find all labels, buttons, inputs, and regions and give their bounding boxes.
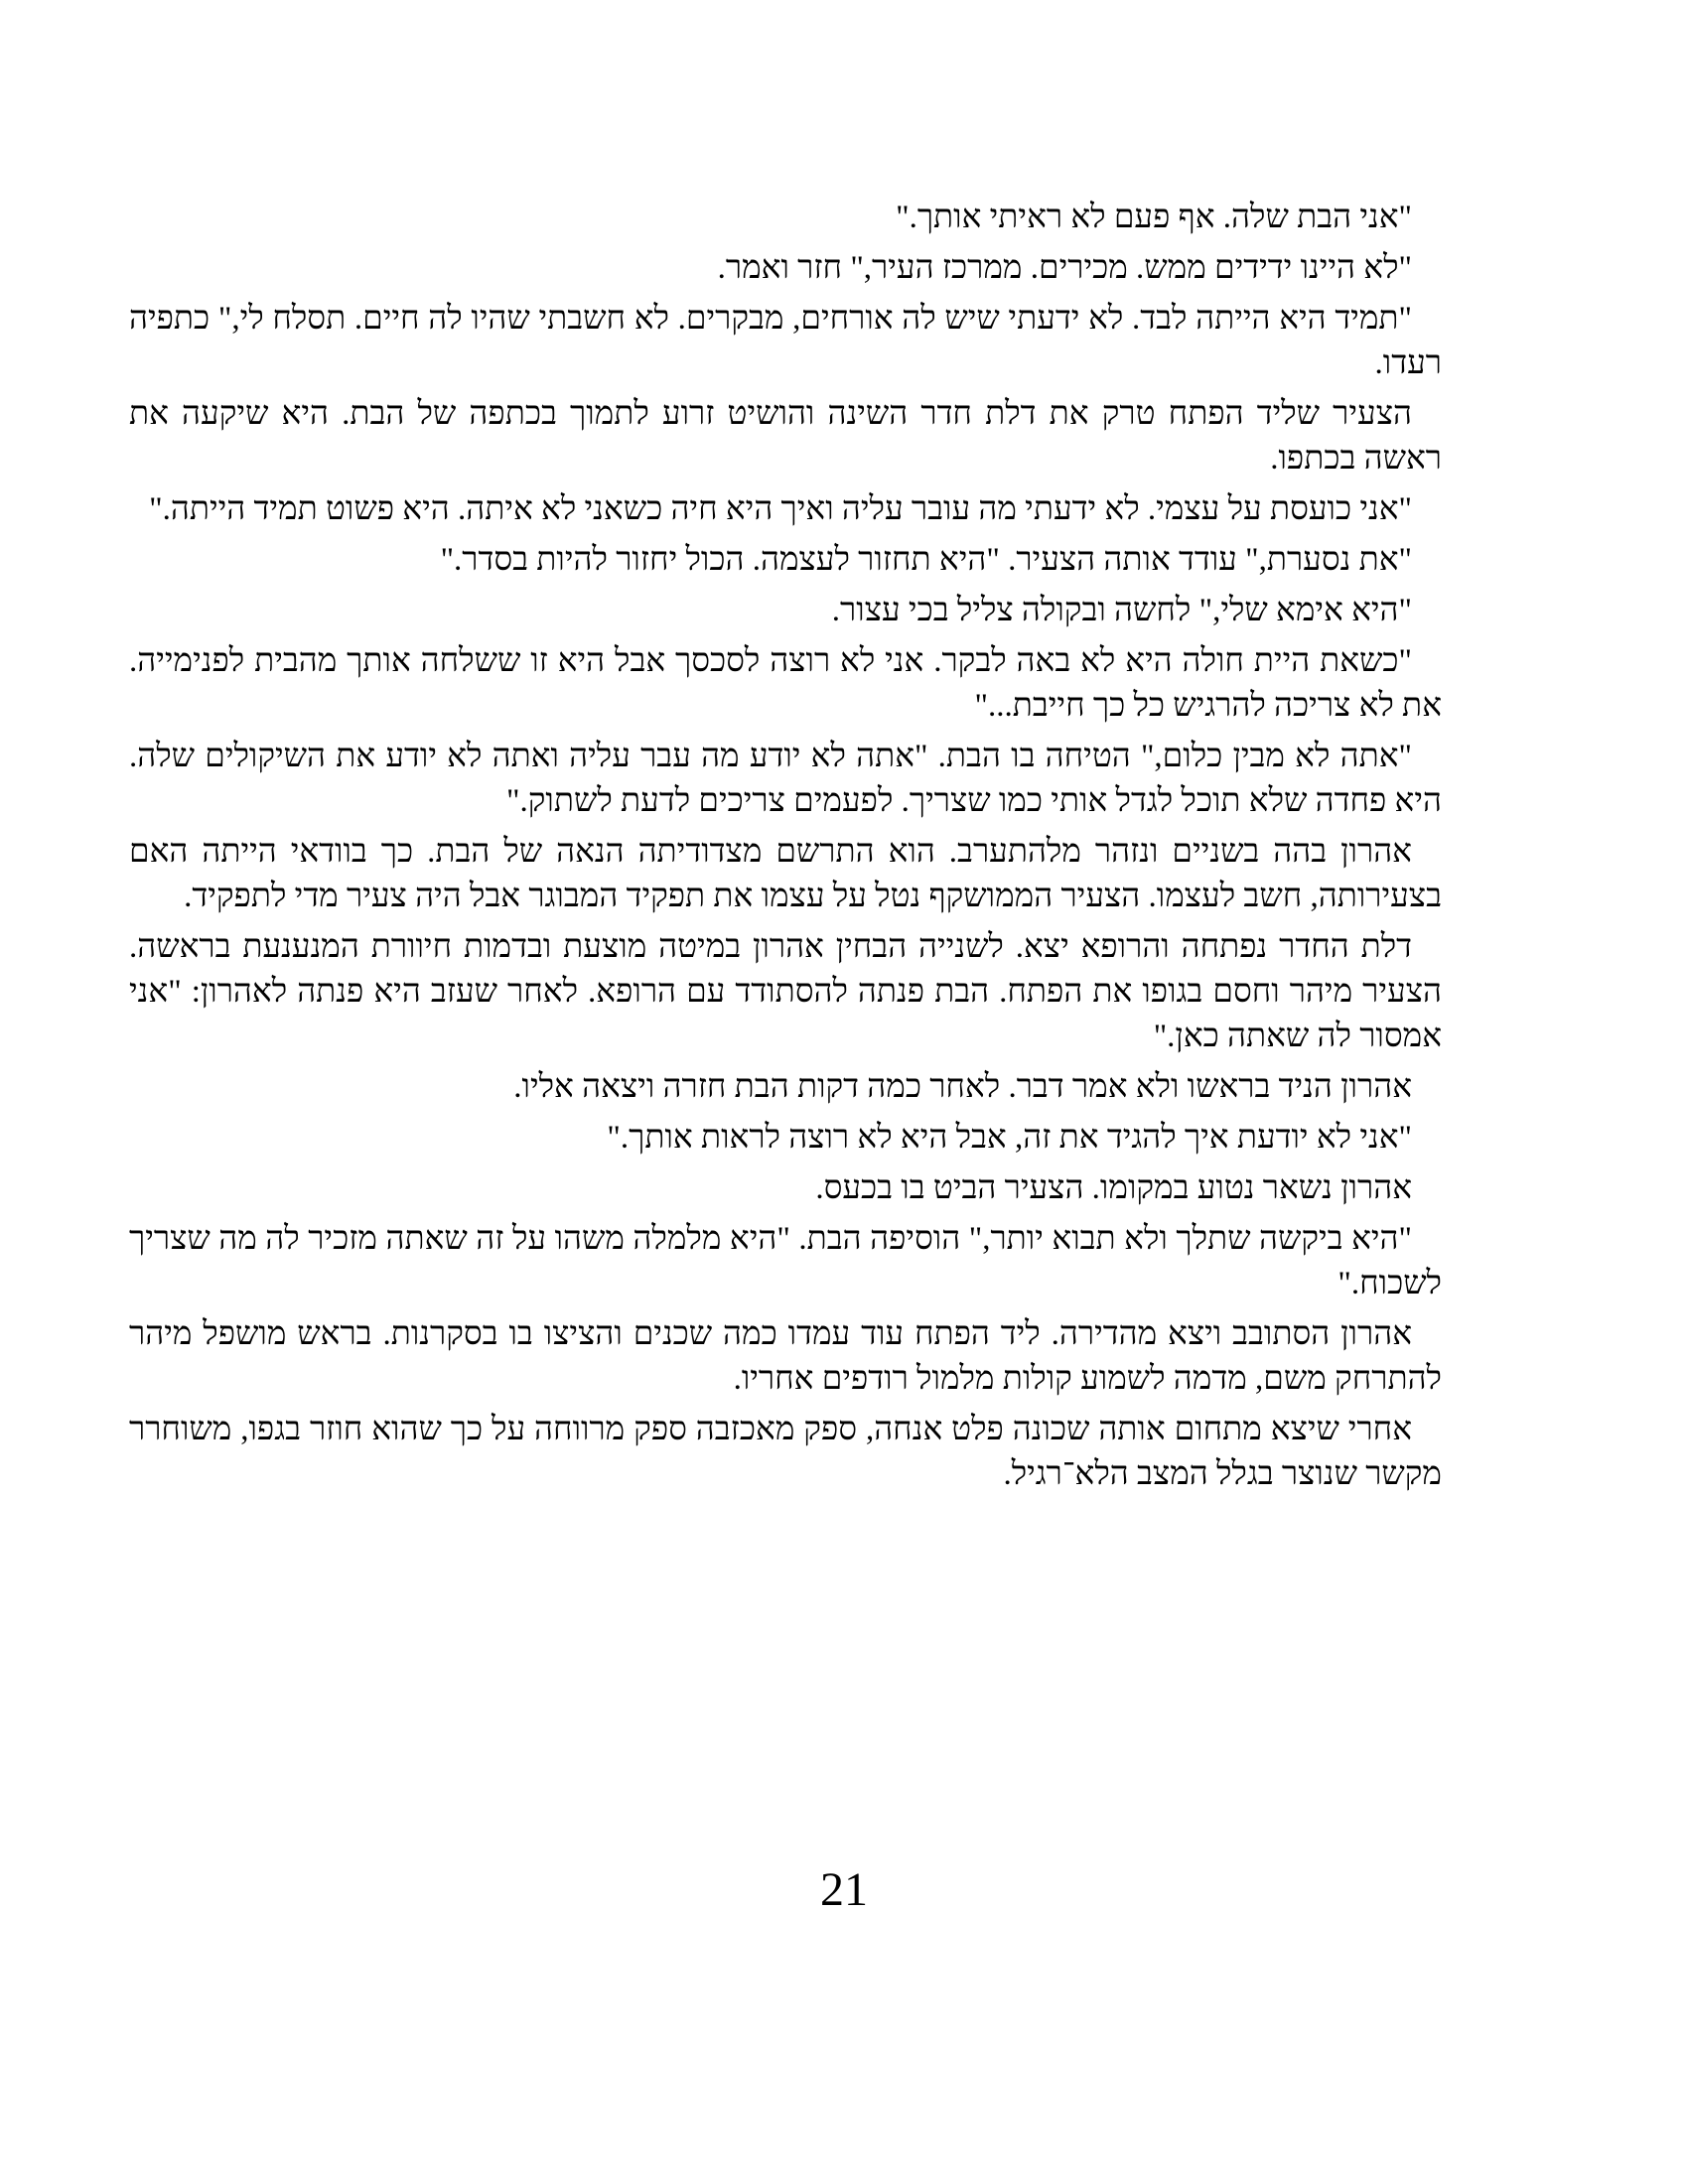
paragraph: אהרון הסתובב ויצא מהדירה. ליד הפתח עוד עמדו כמה שכנים והציצו בו בסקרנות. בראש מושפל מיהר להתרחק משם, מדמה לשמוע קולות מלמול רודפים אחריו. [129, 1316, 1442, 1397]
page-number: 21 [820, 1863, 868, 1916]
paragraph: "אני הבת שלה. אף פעם לא ראיתי אותך." [896, 200, 1412, 235]
paragraph: "לא היינו ידידים ממש. מכירים. ממרכז העיר," חזר ואמר. [717, 250, 1412, 286]
paragraph: אחרי שיצא מתחום אותה שכונה פלט אנחה, ספק מאכזבה ספק מרווחה על כך שהוא חוזר בגפו, משוחרר מקשר שנוצר בגלל המצב הלא־רגיל. [129, 1412, 1442, 1492]
paragraph: "אני כועסת על עצמי. לא ידעתי מה עובר עליה ואיך היא חיה כשאני לא איתה. היא פשוט תמיד הייתה." [149, 491, 1412, 527]
paragraph: "היא אימא שלי," לחשה ובקולה צליל בכי עצור. [831, 593, 1412, 628]
paragraph: אהרון הניד בראשו ולא אמר דבר. לאחר כמה דקות הבת חזרה ויצאה אליו. [513, 1069, 1412, 1105]
paragraph: אהרון נשאר נטוע במקומו. הצעיר הביט בו בכעס. [815, 1170, 1412, 1206]
paragraph: אהרון בהה בשניים ונזהר מלהתערב. הוא התרשם מצדודיתה הנאה של הבת. כך בוודאי הייתה האם בצעירותה, חשב לעצמו. הצעיר הממושקף נטל על עצמו את תפקיד המבוגר אבל היה צעיר מדי לתפקיד. [129, 834, 1442, 914]
paragraph: "כשאת היית חולה היא לא באה לבקר. אני לא רוצה לסכסך אבל היא זו ששלחה אותך מהבית לפנימייה. את לא צריכה להרגיש כל כך חייבת..." [129, 643, 1442, 724]
paragraph: "אתה לא מבין כלום," הטיחה בו הבת. "אתה לא יודע מה עבר עליה ואתה לא יודע את השיקולים שלה. היא פחדה שלא תוכל לגדל אותי כמו שצריך. לפעמים צריכים לדעת לשתוק." [129, 739, 1442, 819]
paragraph: "אני לא יודעת איך להגיד את זה, אבל היא לא רוצה לראות אותך." [607, 1120, 1412, 1156]
paragraph: "את נסערת," עודד אותה הצעיר. "היא תחזור לעצמה. הכול יחזור להיות בסדר." [440, 542, 1412, 578]
paragraph: דלת החדר נפתחה והרופא יצא. לשנייה הבחין אהרון במיטה מוצעת ובדמות חיוורת המנענעת בראשה. הצעיר מיהר וחסם בגופו את הפתח. הבת פנתה להסתודד עם הרופא. לאחר שעזב היא פנתה לאהרון: "אני אמסור לה שאתה כאן." [129, 929, 1442, 1054]
paragraph: "תמיד היא הייתה לבד. לא ידעתי שיש לה אורחים, מבקרים. לא חשבתי שהיו לה חיים. תסלח לי," כתפיה רעדו. [129, 301, 1442, 381]
body-text [129, 196, 1442, 1503]
paragraph: הצעיר שליד הפתח טרק את דלת חדר השינה והושיט זרוע לתמוך בכתפה של הבת. היא שיקעה את ראשה בכתפו. [129, 396, 1442, 477]
paragraph: "היא ביקשה שתלך ולא תבוא יותר," הוסיפה הבת. "היא מלמלה משהו על זה שאתה מזכיר לה מה שצריך לשכוח." [129, 1221, 1442, 1301]
